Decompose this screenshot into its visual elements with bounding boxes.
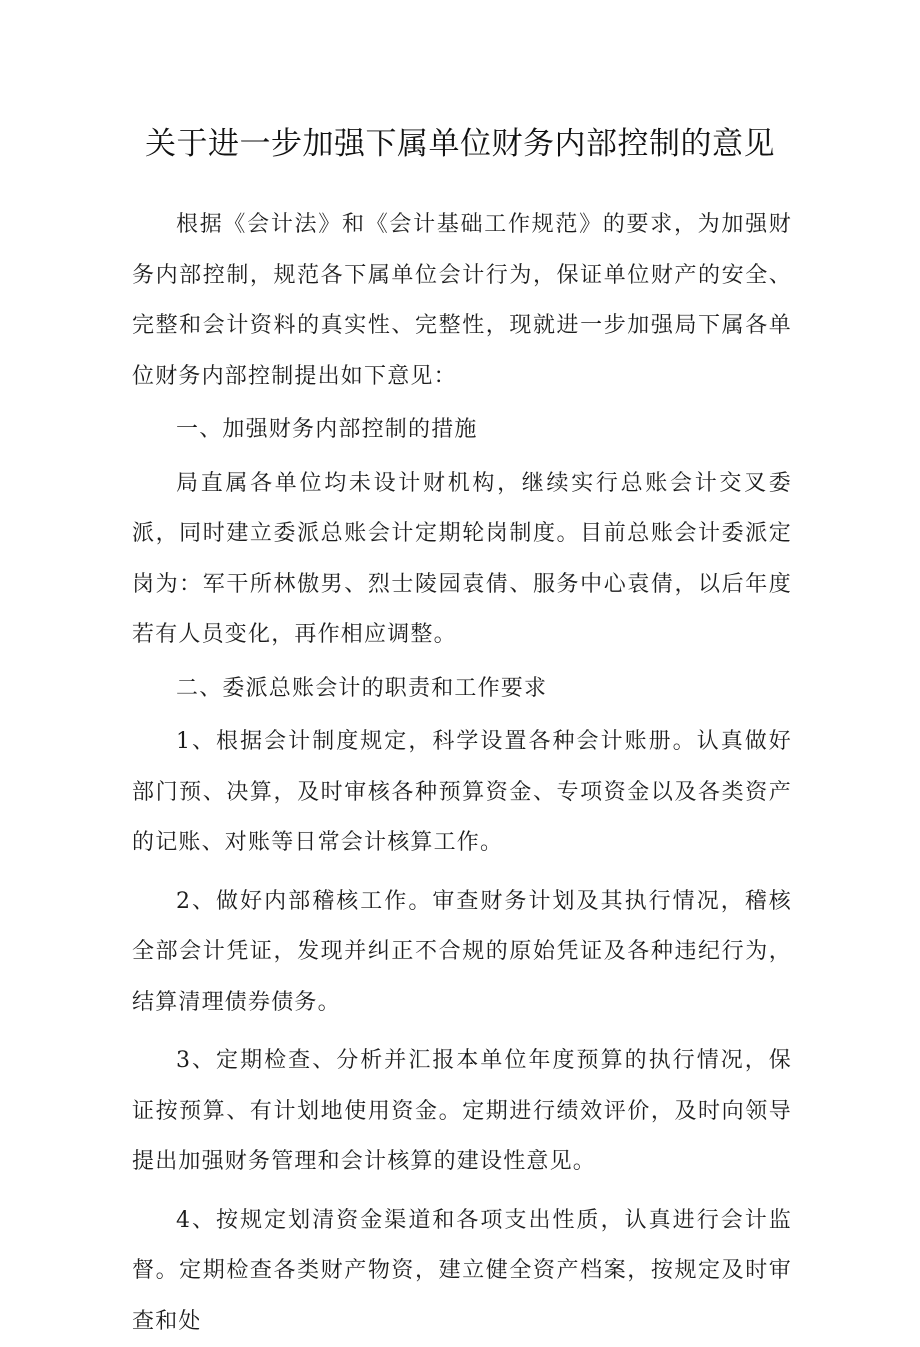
section-heading-2: 二、委派总账会计的职责和工作要求: [132, 664, 792, 715]
paragraph-measures: 局直属各单位均未设计财机构，继续实行总账会计交叉委派，同时建立委派总账会计定期轮岗制度。目前总账会计委派定岗为：军干所林傲男、烈士陵园袁倩、服务中心袁倩，以后年度若有人员变化，再作相应调整。: [132, 459, 792, 661]
section-heading-1: 一、加强财务内部控制的措施: [132, 405, 792, 456]
paragraph-item-1: 1、根据会计制度规定，科学设置各种会计账册。认真做好部门预、决算，及时审核各种预算资金、专项资金以及各类资产的记账、对账等日常会计核算工作。: [132, 717, 792, 869]
paragraph-item-4: 4、按规定划清资金渠道和各项支出性质，认真进行会计监督。定期检查各类财产物资，建立健全资产档案，按规定及时审查和处: [132, 1196, 792, 1347]
paragraph-item-3: 3、定期检查、分析并汇报本单位年度预算的执行情况，保证按预算、有计划地使用资金。定期进行绩效评价，及时向领导提出加强财务管理和会计核算的建设性意见。: [132, 1036, 792, 1188]
paragraph-intro: 根据《会计法》和《会计基础工作规范》的要求，为加强财务内部控制，规范各下属单位会计行为，保证单位财产的安全、完整和会计资料的真实性、完整性，现就进一步加强局下属各单位财务内部控制提出如下意见：: [132, 200, 792, 402]
document-title: 关于进一步加强下属单位财务内部控制的意见: [0, 122, 920, 166]
document-body: [132, 200, 792, 1347]
paragraph-item-2: 2、做好内部稽核工作。审查财务计划及其执行情况，稽核全部会计凭证，发现并纠正不合规的原始凭证及各种违纪行为，结算清理债券债务。: [132, 877, 792, 1029]
